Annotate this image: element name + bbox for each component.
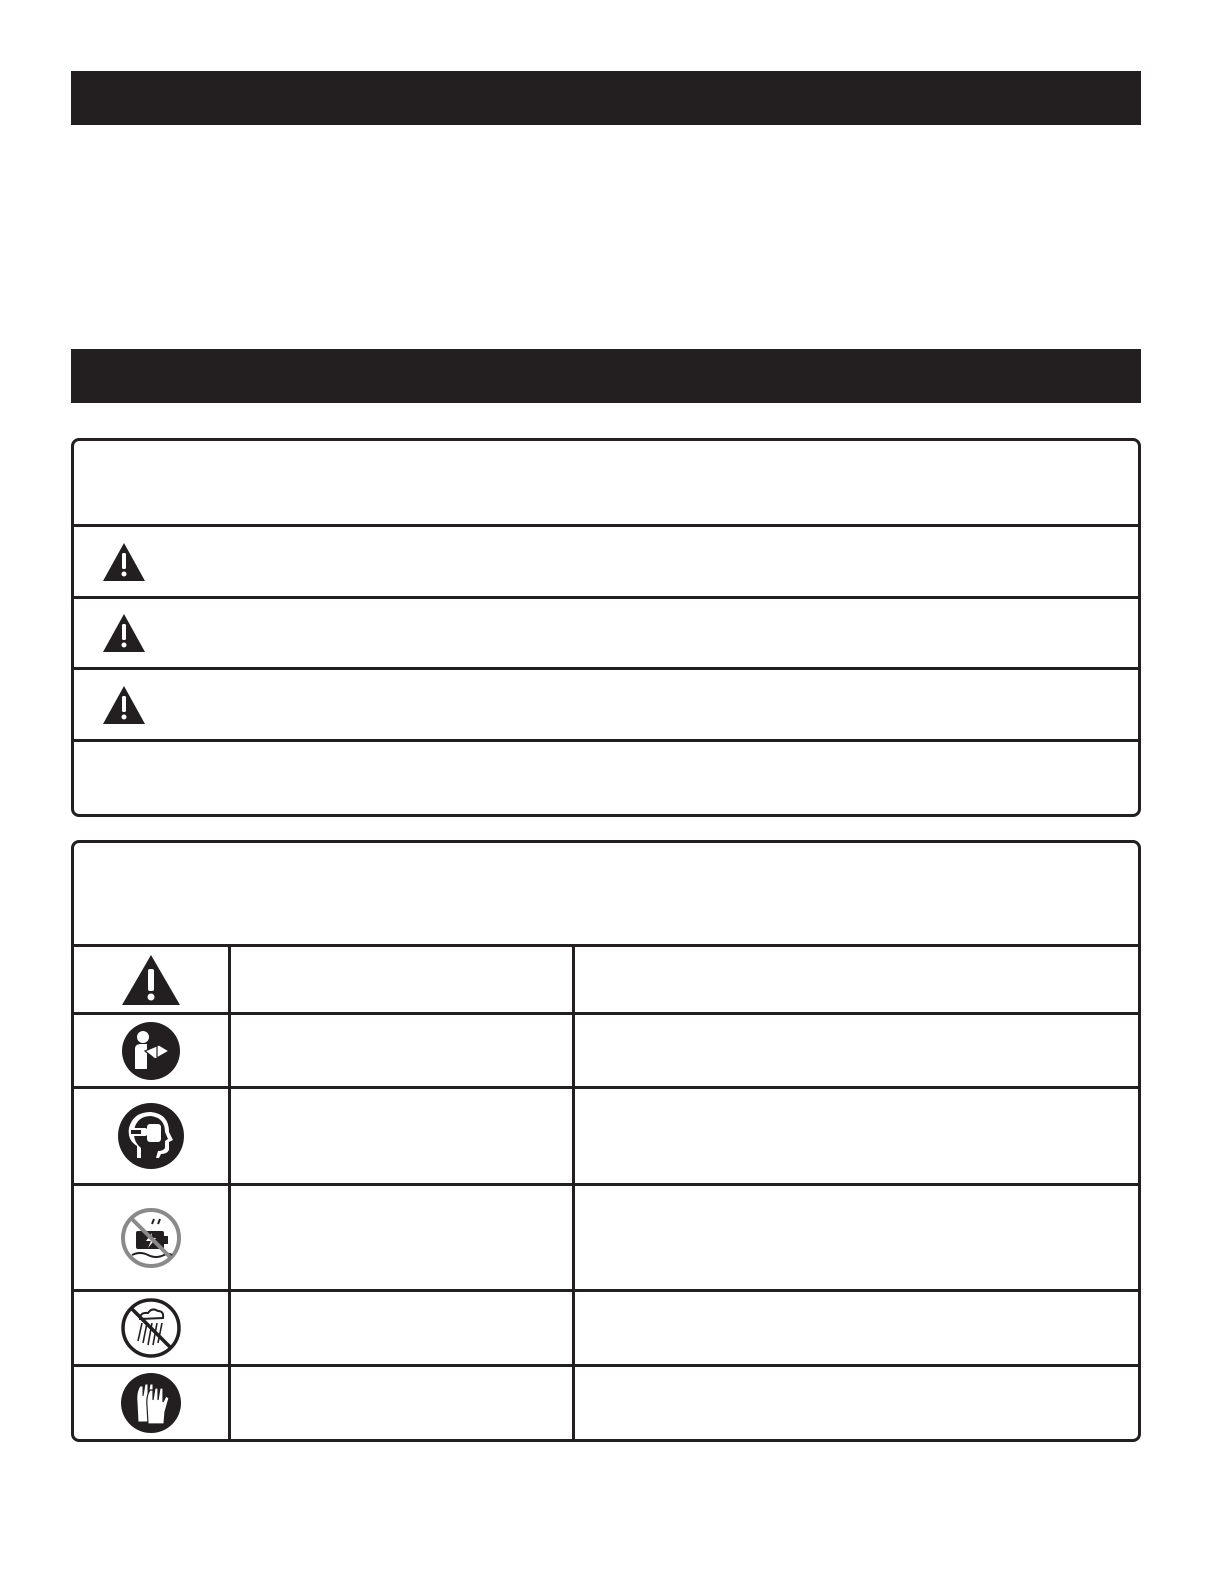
signal-row-2 [74, 599, 1138, 670]
symbol-name [231, 1292, 575, 1364]
signal-words-box [71, 438, 1141, 817]
no-battery-in-water-icon [120, 1207, 182, 1269]
symbol-row [74, 1186, 1138, 1292]
symbol-row [74, 1089, 1138, 1186]
symbol-name [231, 1186, 575, 1289]
no-rain-exposure-icon [120, 1297, 182, 1359]
symbol-icon-cell [74, 1367, 231, 1439]
symbols-box [71, 840, 1141, 1442]
symbols-header [74, 843, 1138, 947]
eye-protection-icon [117, 1102, 185, 1170]
symbol-icon-cell [74, 1186, 231, 1289]
section-banner-top [71, 71, 1141, 125]
symbol-icon-cell [74, 947, 231, 1012]
symbol-name [231, 1367, 575, 1439]
symbol-meaning [575, 1089, 1138, 1183]
signal-words-header [74, 441, 1138, 527]
warning-triangle-icon [74, 684, 174, 726]
symbol-icon-cell [74, 1292, 231, 1364]
signal-row-1 [74, 527, 1138, 599]
symbol-name [231, 1089, 575, 1183]
symbol-row [74, 1292, 1138, 1367]
warning-triangle-icon [74, 541, 174, 583]
safety-alert-icon [120, 953, 182, 1007]
symbol-name [231, 1015, 575, 1086]
signal-row-4 [74, 742, 1138, 814]
wear-gloves-icon [120, 1372, 182, 1434]
symbol-row [74, 947, 1138, 1015]
read-manual-icon [121, 1021, 181, 1081]
symbol-meaning [575, 1015, 1138, 1086]
section-banner-safety [71, 349, 1141, 403]
signal-row-3 [74, 670, 1138, 742]
symbol-meaning [575, 1292, 1138, 1364]
symbol-row [74, 1015, 1138, 1089]
symbol-row [74, 1367, 1138, 1439]
symbol-meaning [575, 1367, 1138, 1439]
symbol-icon-cell [74, 1089, 231, 1183]
symbol-meaning [575, 947, 1138, 1012]
symbol-icon-cell [74, 1015, 231, 1086]
warning-triangle-icon [74, 612, 174, 654]
symbol-name [231, 947, 575, 1012]
symbol-meaning [575, 1186, 1138, 1289]
